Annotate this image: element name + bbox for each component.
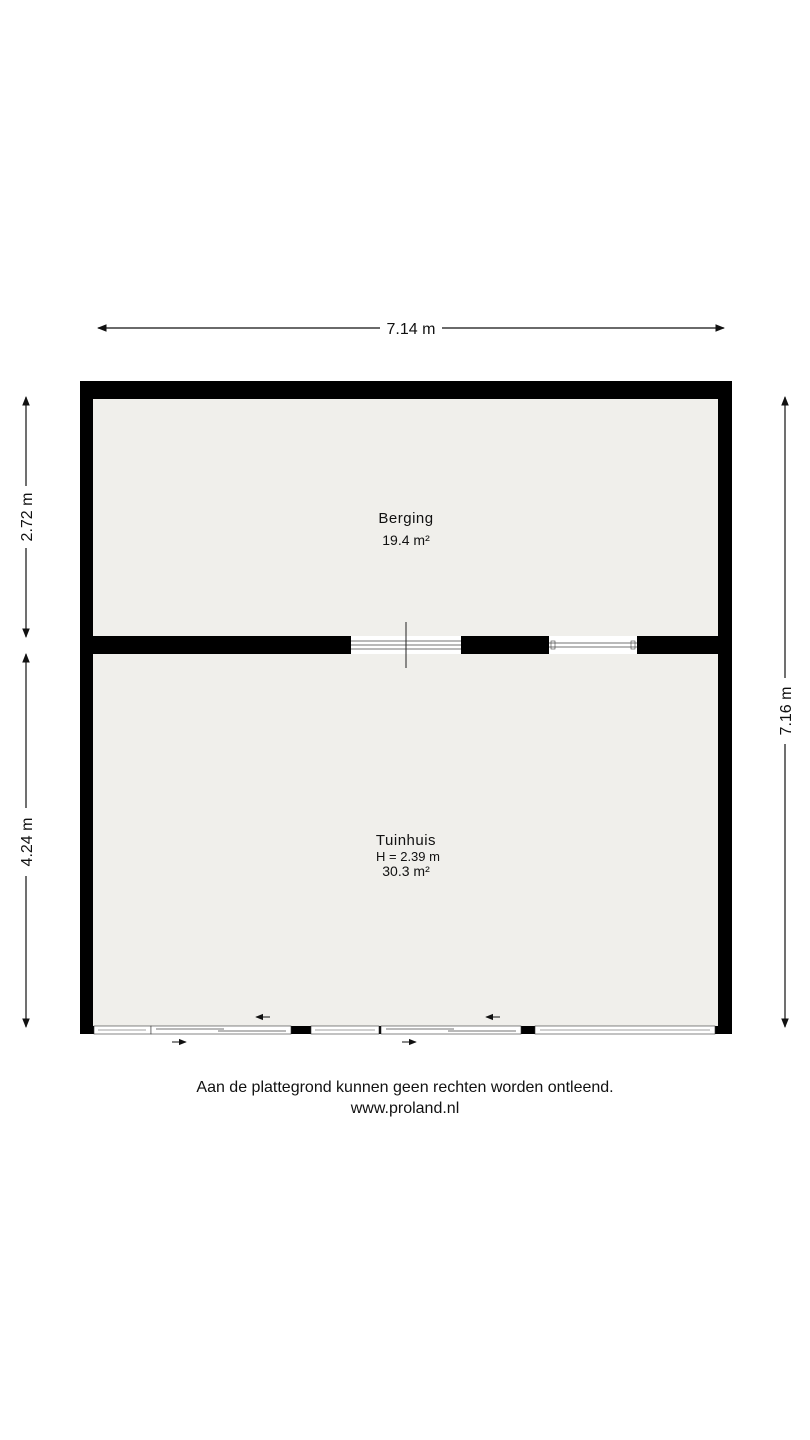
room-name-berging: Berging xyxy=(378,510,434,527)
dimension-berging-height xyxy=(19,397,36,637)
room-name-tuinhuis: Tuinhuis xyxy=(375,832,437,849)
dimension-tuinhuis-label: 4.24 m xyxy=(19,817,36,867)
building xyxy=(80,381,732,1034)
window-bottom-3 xyxy=(535,1026,715,1034)
window-bottom-2 xyxy=(311,1026,379,1034)
interior-window xyxy=(549,636,637,654)
room-area-berging: 19.4 m² xyxy=(382,532,430,548)
dimension-height-total xyxy=(778,397,795,1027)
window-bottom-1 xyxy=(94,1026,151,1034)
room-height-tuinhuis: H = 2.39 m xyxy=(376,849,440,864)
dimension-width-label: 7.14 m xyxy=(386,321,436,338)
room-area-tuinhuis: 30.3 m² xyxy=(382,863,430,879)
dimension-height-total-label: 7.16 m xyxy=(778,686,795,736)
website-link[interactable]: www.proland.nl xyxy=(350,1100,460,1117)
dimension-tuinhuis-height xyxy=(19,654,36,1027)
dimension-berging-label: 2.72 m xyxy=(19,492,36,542)
dimension-width-total xyxy=(98,321,724,338)
disclaimer-text: Aan de plattegrond kunnen geen rechten worden ontleend. xyxy=(196,1079,614,1096)
